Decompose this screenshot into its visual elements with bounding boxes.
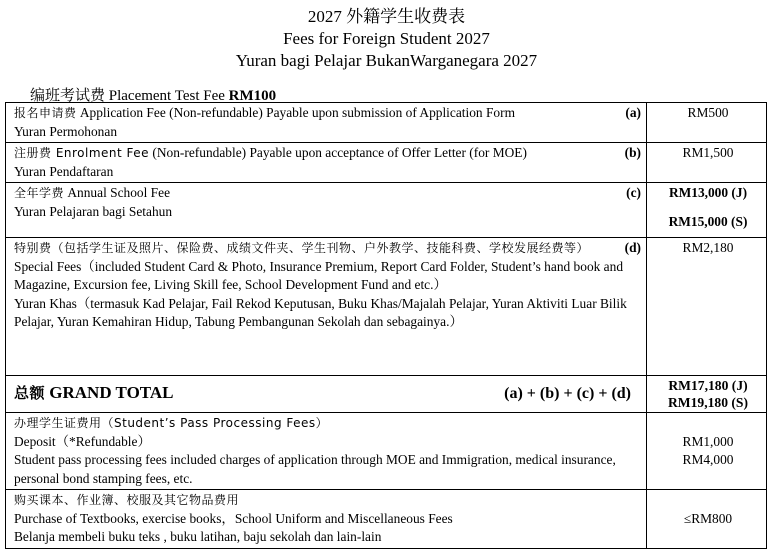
fee-en: (Non-refundable) Payable upon acceptance of Offer Letter (for MOE) <box>149 145 527 160</box>
pass-amount-2: RM4,000 <box>682 452 734 467</box>
pass-fee-amount <box>647 413 767 490</box>
header-title-ms: Yuran bagi Pelajar BukanWarganegara 2027 <box>235 51 538 70</box>
total-amount-s: RM19,180 (S) <box>667 395 749 410</box>
fee-zh: 报名申请费 <box>14 106 77 120</box>
fee-description <box>6 183 647 238</box>
books-zh: 购买课本、作业簿、校服及其它物品费用 <box>14 493 240 507</box>
fee-zh: 全年学费 <box>14 186 65 200</box>
fee-ms: Yuran Khas（termasuk Kad Pelajar, Fail Rekod Keputusan, Buku Khas/Majalah Pelajar, Yuran Aktiviti Luar Bilik Pelajar, Yuran Kemahiran Hidup, Tabung Pembangunan Sekolah dan sebagainya.） <box>14 295 627 329</box>
fee-amount <box>647 183 767 238</box>
table-row <box>6 238 767 376</box>
fee-amount: RM1,500 <box>647 143 767 183</box>
fee-amount: RM2,180 <box>647 238 767 376</box>
placement-amount: RM100 <box>228 88 277 104</box>
fee-table <box>5 102 767 549</box>
fee-ms: Yuran Pendaftaran <box>14 163 114 179</box>
total-amount-j: RM17,180 (J) <box>668 378 748 393</box>
table-row-total <box>6 376 767 413</box>
placement-label: 编班考试费 Placement Test Fee <box>30 88 229 104</box>
fee-amount-s: RM15,000 (S) <box>668 213 748 229</box>
fee-amount: RM500 <box>647 103 767 143</box>
books-ms: Belanja membeli buku teks , buku latihan, baju sekolah dan lain-lain <box>14 529 382 544</box>
header-title-zh: 2027 外籍学生收费表 <box>307 7 466 26</box>
books-fee-description <box>6 490 647 549</box>
table-row <box>6 103 767 143</box>
total-en: GRAND TOTAL <box>45 383 174 403</box>
document-header <box>0 6 773 72</box>
table-row <box>6 183 767 238</box>
total-formula: (a) + (b) + (c) + (d) <box>504 385 631 403</box>
pass-zh: 办理学生证费用（Student’s Pass Processing Fees） <box>14 416 329 430</box>
fee-ms: Yuran Pelajaran bagi Setahun <box>14 203 173 219</box>
fee-description <box>6 143 647 183</box>
books-en: Purchase of Textbooks, exercise books，School Uniform and Miscellaneous Fees <box>14 510 453 526</box>
table-row <box>6 490 767 549</box>
pass-desc: Student pass processing fees included charges of application through MOE and Immigration, medical insurance, personal bond stamping fees, etc. <box>14 452 616 486</box>
fee-en: Annual School Fee <box>64 185 171 200</box>
total-zh: 总额 <box>14 384 46 403</box>
fee-amount-j: RM13,000 (J) <box>668 185 748 200</box>
fee-zh: 特别费（包括学生证及照片、保险费、成绩文件夹、学生刊物、户外教学、技能科费、学校发展经费等） <box>14 241 590 255</box>
fee-en: Application Fee (Non-refundable) Payable upon submission of Application Form <box>76 105 515 120</box>
table-row <box>6 143 767 183</box>
fee-tag: (a) <box>625 105 641 120</box>
pass-amount-1: RM1,000 <box>682 433 734 449</box>
table-row <box>6 413 767 490</box>
pass-deposit: Deposit（*Refundable） <box>14 433 151 449</box>
fee-tag: (d) <box>624 240 641 255</box>
fee-description <box>6 238 647 376</box>
fee-tag: (b) <box>624 145 641 160</box>
fee-zh: 注册费 Enrolment Fee <box>14 146 150 160</box>
grand-total-amount <box>647 376 767 413</box>
fee-tag: (c) <box>626 185 641 200</box>
header-title-en: Fees for Foreign Student 2027 <box>283 29 490 48</box>
fee-ms: Yuran Permohonan <box>14 123 118 139</box>
fee-en: Special Fees（included Student Card & Photo, Insurance Premium, Report Card Folder, Student’s hand book and Magazine, Excursion fee, Living Skill fee, School Development Fund and etc.） <box>14 258 624 292</box>
books-fee-amount: ≤RM800 <box>647 490 767 549</box>
fee-description <box>6 103 647 143</box>
grand-total-label <box>6 376 647 413</box>
pass-fee-description <box>6 413 647 490</box>
